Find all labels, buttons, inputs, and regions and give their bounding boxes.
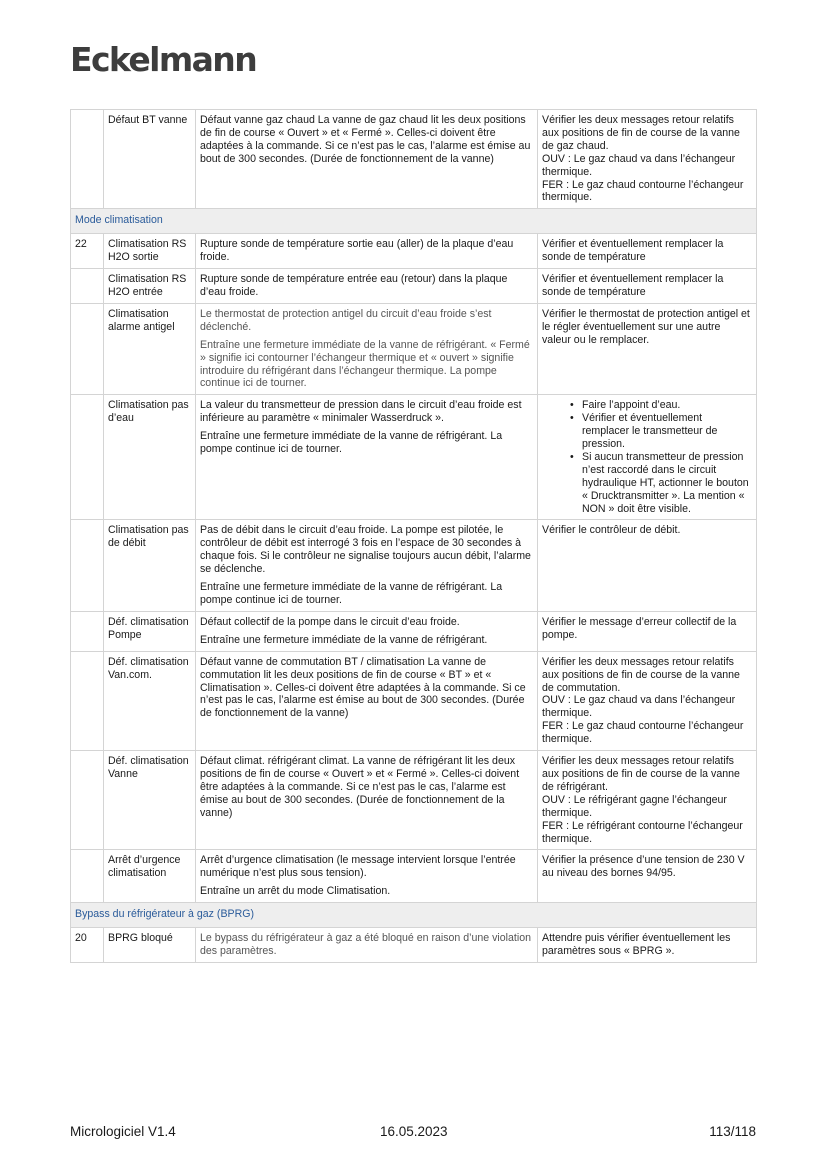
table-row (71, 928, 757, 963)
remedy-line: Vérifier et éventuellement remplacer la sonde de température (542, 273, 724, 298)
error-remedy (538, 395, 757, 520)
error-table (70, 109, 757, 963)
error-description (196, 651, 538, 750)
error-name: Défaut BT vanne (104, 110, 196, 209)
remedy-bullet-item: • Faire l’appoint d’eau. (582, 399, 752, 412)
error-remedy (538, 611, 757, 651)
description-paragraph: Défaut collectif de la pompe dans le circuit d’eau froide. (200, 615, 460, 628)
error-remedy (538, 110, 757, 209)
error-number (71, 269, 104, 304)
remedy-bullet-item: • Si aucun transmetteur de pression n’est raccordé dans le circuit hydraulique HT, actionner le bouton « Drucktransmitter ». La mention « NON » doit être visible. (582, 451, 752, 516)
section-header-row (71, 903, 757, 928)
description-paragraph: Le bypass du réfrigérateur à gaz a été bloqué en raison d’une violation des paramètres. (200, 932, 531, 957)
table-row (71, 850, 757, 903)
section-title: Bypass du réfrigérateur à gaz (BPRG) (71, 903, 757, 928)
error-number (71, 520, 104, 611)
table-row (71, 110, 757, 209)
error-name: Déf. climatisation Vanne (104, 751, 196, 850)
error-number (71, 611, 104, 651)
section-title: Mode climatisation (71, 209, 757, 234)
footer-date: 16.05.2023 (380, 1124, 448, 1139)
description-paragraph: La valeur du transmetteur de pression dans le circuit d’eau froide est inférieure au paramètre « minimaler Wasserdruck ». (200, 399, 522, 425)
error-remedy (538, 269, 757, 304)
remedy-line: Vérifier les deux messages retour relatifs aux positions de fin de course de la vanne de gaz chaud. (542, 114, 740, 152)
company-logo: Eckelmann (70, 40, 257, 79)
description-paragraph: Rupture sonde de température entrée eau (retour) dans la plaque d’eau froide. (200, 273, 508, 298)
error-description (196, 269, 538, 304)
description-paragraph: Entraîne une fermeture immédiate de la vanne de réfrigérant. « Fermé » signifie ici contourner l’échangeur thermique et « ouvert » signifie introduire du réfrigérant dans l’échangeur thermique. La pompe continue ici de tourner. (200, 338, 530, 390)
error-description (196, 850, 538, 903)
error-name: BPRG bloqué (104, 928, 196, 963)
description-paragraph: Rupture sonde de température sortie eau (aller) de la plaque d’eau froide. (200, 238, 514, 264)
remedy-line: Vérifier le contrôleur de débit. (542, 524, 681, 537)
error-number: 20 (71, 928, 104, 963)
table-row (71, 303, 757, 394)
error-name: Climatisation RS H2O sortie (104, 234, 196, 269)
error-table-body (71, 110, 757, 963)
footer-firmware: Micrologiciel V1.4 (70, 1124, 176, 1139)
table-row (71, 751, 757, 850)
description-paragraph: Défaut vanne de commutation BT / climatisation La vanne de commutation lit les deux positions de fin de course « BT » et « Climatisation ». Celles-ci doivent être adaptées à la commande. Si ce n’est pas le cas, l’alarme est émise au bout de 300 secondes. (Durée de fonctionnement de la vanne) (200, 655, 526, 720)
error-remedy (538, 520, 757, 611)
remedy-line: FER : Le gaz chaud contourne l’échangeur thermique. (542, 178, 744, 204)
remedy-line: Vérifier et éventuellement remplacer la sonde de température (542, 238, 724, 264)
error-number (71, 850, 104, 903)
footer-page-number: 113/118 (709, 1124, 756, 1139)
error-name: Déf. climatisation Van.com. (104, 651, 196, 750)
remedy-line: Attendre puis vérifier éventuellement les paramètres sous « BPRG ». (542, 932, 731, 957)
error-description (196, 234, 538, 269)
error-number (71, 110, 104, 209)
remedy-line: Vérifier le thermostat de protection antigel et le régler éventuellement sur une autre valeur ou le remplacer. (542, 307, 750, 346)
description-paragraph: Défaut vanne gaz chaud La vanne de gaz chaud lit les deux positions de fin de course « Ouvert » et « Fermé ». Celles-ci doivent être adaptées à la commande. Si ce n’est pas le cas, l’alarme est émise au bout de 300 secondes. (Durée de fonctionnement de la vanne) (200, 114, 531, 165)
description-paragraph: Entraîne une fermeture immédiate de la vanne de réfrigérant. La pompe continue ici de tourner. (200, 430, 503, 456)
error-remedy (538, 751, 757, 850)
table-row (71, 520, 757, 611)
error-name: Climatisation alarme antigel (104, 303, 196, 394)
error-name: Climatisation pas d’eau (104, 395, 196, 520)
error-number (71, 651, 104, 750)
description-paragraph: Entraîne un arrêt du mode Climatisation. (200, 885, 391, 898)
error-description (196, 751, 538, 850)
error-number: 22 (71, 234, 104, 269)
error-number (71, 303, 104, 394)
error-name: Climatisation RS H2O entrée (104, 269, 196, 304)
remedy-line: OUV : Le gaz chaud va dans l’échangeur thermique. (542, 694, 736, 720)
error-description (196, 611, 538, 651)
remedy-bullet-list (542, 399, 752, 515)
error-number (71, 395, 104, 520)
error-remedy (538, 651, 757, 750)
error-remedy (538, 850, 757, 903)
table-row (71, 611, 757, 651)
error-remedy (538, 234, 757, 269)
table-row (71, 269, 757, 304)
error-remedy (538, 303, 757, 394)
error-remedy (538, 928, 757, 963)
error-description (196, 928, 538, 963)
table-row (71, 234, 757, 269)
remedy-line: OUV : Le réfrigérant gagne l’échangeur thermique. (542, 793, 727, 819)
remedy-line: Vérifier la présence d’une tension de 230 V au niveau des bornes 94/95. (542, 854, 745, 880)
description-paragraph: Entraîne une fermeture immédiate de la vanne de réfrigérant. (200, 633, 488, 646)
description-paragraph: Pas de débit dans le circuit d’eau froide. La pompe est pilotée, le contrôleur de débit est interrogé 3 fois en l’espace de 30 secondes à chaque fois. Si le contrôleur ne signalise toujours aucun débit, l’alarme se déclenche. (200, 524, 531, 576)
description-paragraph: Défaut climat. réfrigérant climat. La vanne de réfrigérant lit les deux positions de fin de course « Ouvert » et « Fermé ». Celles-ci doivent être adaptées à la commande. Si ce n’est pas le cas, l’alarme est émise au bout de 300 secondes. (Durée de fonctionnement de la vanne) (200, 755, 520, 819)
table-row (71, 651, 757, 750)
section-header-row (71, 209, 757, 234)
description-paragraph: Le thermostat de protection antigel du circuit d’eau froide s’est déclenché. (200, 307, 492, 333)
error-name: Arrêt d’urgence climatisation (104, 850, 196, 903)
table-row (71, 395, 757, 520)
error-name: Climatisation pas de débit (104, 520, 196, 611)
remedy-bullet-item: • Vérifier et éventuellement remplacer le transmetteur de pression. (582, 412, 752, 451)
error-description (196, 110, 538, 209)
remedy-line: OUV : Le gaz chaud va dans l’échangeur thermique. (542, 152, 736, 178)
remedy-line: FER : Le gaz chaud contourne l’échangeur thermique. (542, 720, 744, 746)
description-paragraph: Arrêt d’urgence climatisation (le message intervient lorsque l’entrée numérique n’est plus sous tension). (200, 854, 516, 880)
error-description (196, 520, 538, 611)
remedy-line: FER : Le réfrigérant contourne l’échangeur thermique. (542, 819, 743, 845)
error-name: Déf. climatisation Pompe (104, 611, 196, 651)
remedy-line: Vérifier les deux messages retour relatifs aux positions de fin de course de la vanne de réfrigérant. (542, 755, 740, 793)
remedy-line: Vérifier le message d’erreur collectif de la pompe. (542, 615, 737, 641)
error-description (196, 395, 538, 520)
error-description (196, 303, 538, 394)
error-number (71, 751, 104, 850)
description-paragraph: Entraîne une fermeture immédiate de la vanne de réfrigérant. La pompe continue ici de tourner. (200, 581, 503, 606)
remedy-line: Vérifier les deux messages retour relatifs aux positions de fin de course de la vanne de commutation. (542, 655, 740, 694)
